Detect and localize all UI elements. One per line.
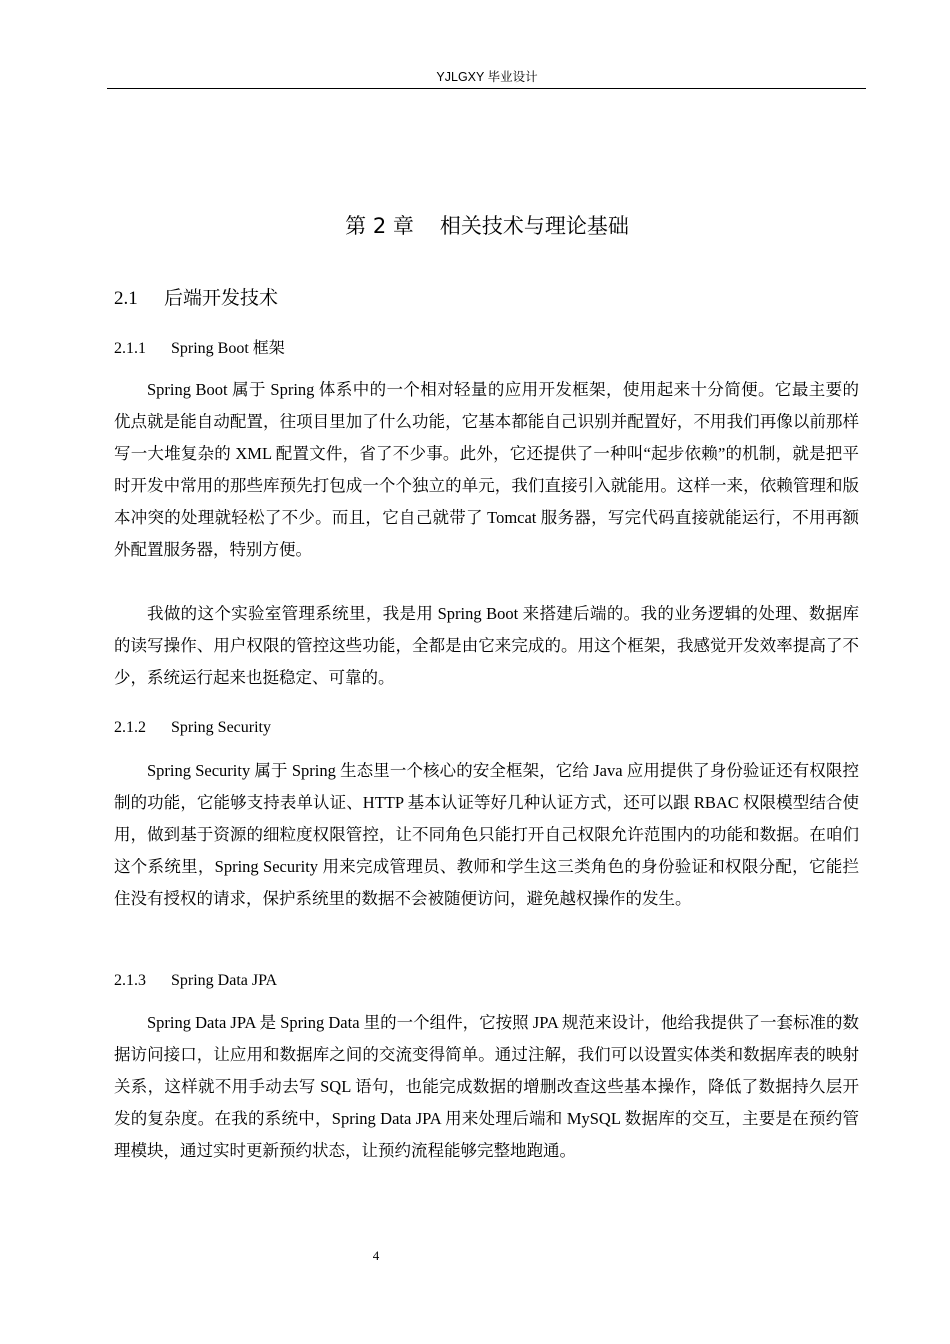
paragraph: 我做的这个实验室管理系统里，我是用 Spring Boot 来搭建后端的。我的业务逻辑的处理、数据库的读写操作、用户权限的管控这些功能，全都是由它来完成的。用这个框架，我感觉开发效率提高了不少，系统运行起来也挺稳定、可靠的。	[114, 604, 859, 687]
chapter-label: 第 2 章	[345, 214, 414, 238]
subsection-number: 2.1.1	[114, 340, 146, 357]
subsection-heading-2-1-2	[114, 717, 271, 739]
header-rule	[107, 88, 866, 89]
chapter-title	[0, 212, 950, 240]
subsection-number: 2.1.2	[114, 719, 146, 736]
running-header: YJLGXY 毕业设计	[436, 70, 538, 84]
subsection-number: 2.1.3	[114, 972, 146, 989]
subsection-heading-2-1-1	[114, 338, 285, 360]
section-heading	[114, 285, 278, 312]
section-number: 2.1	[114, 288, 138, 309]
subsection-title-text: Spring Security	[171, 719, 271, 736]
paragraph: Spring Boot 属于 Spring 体系中的一个相对轻量的应用开发框架，使用起来十分简便。它最主要的优点就是能自动配置，往项目里加了什么功能，它基本都能自己识别并配置好，不用我们再像以前那样写一大堆复杂的 XML 配置文件，省了不少事。此外，它还提供了一种叫“起步依赖”的机制，就是把平时开发中常用的那些库预先打包成一个个独立的单元，我们直接引入就能用。这样一来，依赖管理和版本冲突的处理就轻松了不少。而且，它自己就带了 Tomcat 服务器，写完代码直接就能运行，不用再额外配置服务器，特别方便。	[114, 380, 859, 559]
paragraph: Spring Security 属于 Spring 生态里一个核心的安全框架，它给 Java 应用提供了身份验证还有权限控制的功能，它能够支持表单认证、HTTP 基本认证等好几种认证方式，还可以跟 RBAC 权限模型结合使用，做到基于资源的细粒度权限管控，让不同角色只能打开自己权限允许范围内的功能和数据。在咱们这个系统里，Spring Security 用来完成管理员、教师和学生这三类角色的身份验证和权限分配，它能拦住没有授权的请求，保护系统里的数据不会被随便访问，避免越权操作的发生。	[114, 761, 859, 908]
section-title-text: 后端开发技术	[164, 287, 279, 309]
subsection-title-text: Spring Data JPA	[171, 972, 278, 989]
subsection-title-text: Spring Boot 框架	[171, 340, 285, 357]
chapter-title-text: 相关技术与理论基础	[439, 214, 629, 238]
subsection-heading-2-1-3	[114, 970, 277, 992]
paragraph: Spring Data JPA 是 Spring Data 里的一个组件，它按照 JPA 规范来设计，他给我提供了一套标准的数据访问接口，让应用和数据库之间的交流变得简单。通过注解，我们可以设置实体类和数据库表的映射关系，这样就不用手动去写 SQL 语句，也能完成数据的增删改查这些基本操作，降低了数据持久层开发的复杂度。在我的系统中，Spring Data JPA 用来处理后端和 MySQL 数据库的交互，主要是在预约管理模块，通过实时更新预约状态，让预约流程能够完整地跑通。	[114, 1013, 859, 1160]
page-number: 4	[372, 1248, 380, 1263]
